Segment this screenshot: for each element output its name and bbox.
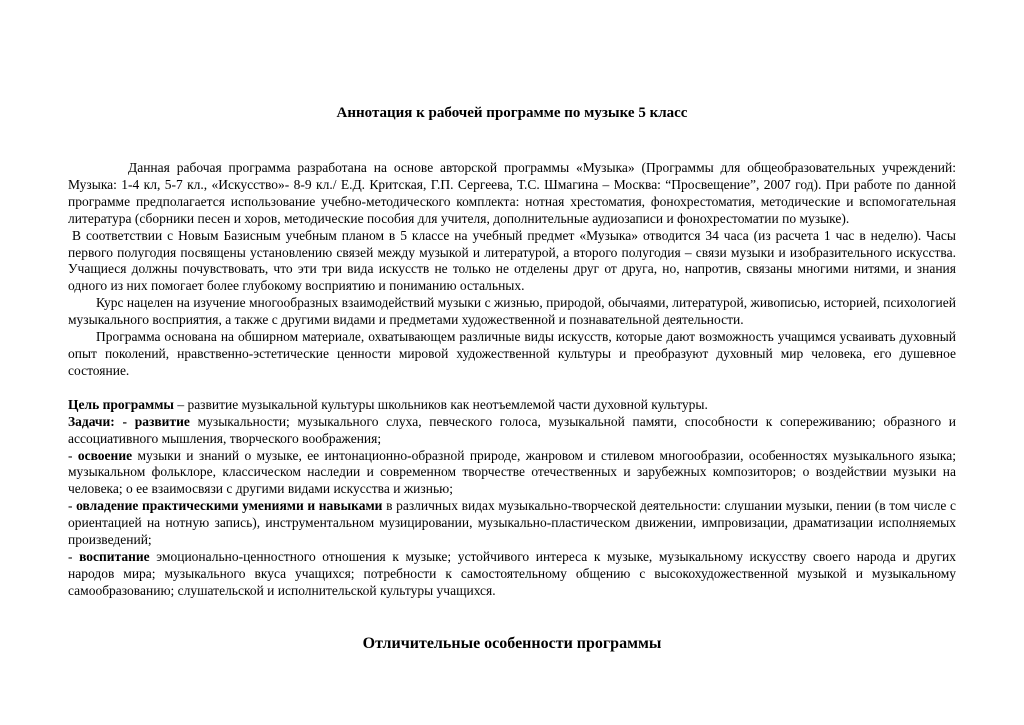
task-label: воспитание xyxy=(79,548,150,564)
task-label: освоение xyxy=(77,447,133,463)
task-prefix: - xyxy=(68,548,80,564)
document-body xyxy=(68,160,956,600)
section-heading: Отличительные особенности программы xyxy=(362,635,662,652)
intro-paragraph-3: Курс нацелен на изучение многообразных взаимодействий музыки с жизнью, природой, обычаями, литературой, живописью, историей, психологией музыкального восприятия, а также с другими видами и предметами художественной и познавательной деятельности. xyxy=(68,295,956,328)
goal-paragraph xyxy=(68,397,956,414)
task-text: в различных видах музыкально-творческой деятельности: слушании музыки, пении (в том числе с ориентацией на нотную запись), инструментальном музицировании, музыкально-пластическом движении, импровизации, драматизации исполняемых произведений; xyxy=(68,498,956,548)
task-text: эмоционально-ценностного отношения к музыке; устойчивого интереса к музыке, музыкальному искусству своего народа и других народов мира; музыкального вкуса учащихся; потребности к самостоятельному общению с высокохудожественной музыкой и музыкальному самообразованию; слушательской и исполнительской культуры учащихся. xyxy=(68,548,956,598)
task-label: овладение практическими умениями и навыками xyxy=(76,498,383,514)
task-item xyxy=(68,498,956,549)
task-text: музыки и знаний о музыке, ее интонационно-образной природе, жанровом и стилевом многообразии, особенностях музыкального языка; музыкальном фольклоре, классическом наследии и современном творчестве отечественных и зарубежных композиторов; о воздействии музыки на человека; о ее взаимосвязи с другими видами искусства и жизнью; xyxy=(68,447,957,497)
intro-paragraph-1: Данная рабочая программа разработана на основе авторской программы «Музыка» (Программы для общеобразовательных учреждений: Музыка: 1-4 кл, 5-7 кл., «Искусство»- 8-9 кл./ Е.Д. Критская, Г.П. Сергеева, Т.С. Шмагина – Москва: “Просвещение”, 2007 год). При работе по данной программе предполагается использование учебно-методического комплекта: нотная хрестоматия, фонохрестоматия, методические и вспомогательная литература (сборники песен и хоров, методические пособия для учителя, дополнительные аудиозаписи и фонохрестоматии по музыке). xyxy=(68,160,956,226)
document-title: Аннотация к рабочей программе по музыке 5 класс xyxy=(336,105,688,121)
task-prefix: - xyxy=(68,498,77,514)
task-item xyxy=(68,448,956,499)
intro-paragraph-4: Программа основана на обширном материале, охватывающем различные виды искусств, которые дают возможность учащимся усваивать духовный опыт поколений, нравственно-эстетические ценности мировой художественной культуры и преобразуют духовный мир человека, его душевное состояние. xyxy=(68,329,956,378)
paragraph-gap xyxy=(68,380,956,397)
intro-paragraph-2: В соответствии с Новым Базисным учебным планом в 5 классе на учебный предмет «Музыка» отводится 34 часа (из расчета 1 час в неделю). Часы первого полугодия посвящены установлению связей между музыкой и литературой, а второго полугодия – связи музыки и изобразительного искусства. Учащиеся должны почувствовать, что эти три вида искусств не только не отделены друг от друга, но, напротив, связаны многими нитями, и знания одного из них помогает более глубокому восприятию и пониманию остальных. xyxy=(68,227,956,294)
goal-text: – развитие музыкальной культуры школьников как неотъемлемой части духовной культуры. xyxy=(173,396,708,412)
tasks-label: Задачи: - развитие xyxy=(68,413,190,429)
task-prefix: - xyxy=(68,447,78,463)
tasks-text: музыкальности; музыкального слуха, певческого голоса, музыкальной памяти, способности к сопереживанию; образного и ассоциативного мышления, творческого воображения; xyxy=(68,413,956,446)
tasks-paragraph xyxy=(68,414,956,448)
task-item xyxy=(68,549,956,600)
goal-label: Цель программы xyxy=(68,396,174,412)
